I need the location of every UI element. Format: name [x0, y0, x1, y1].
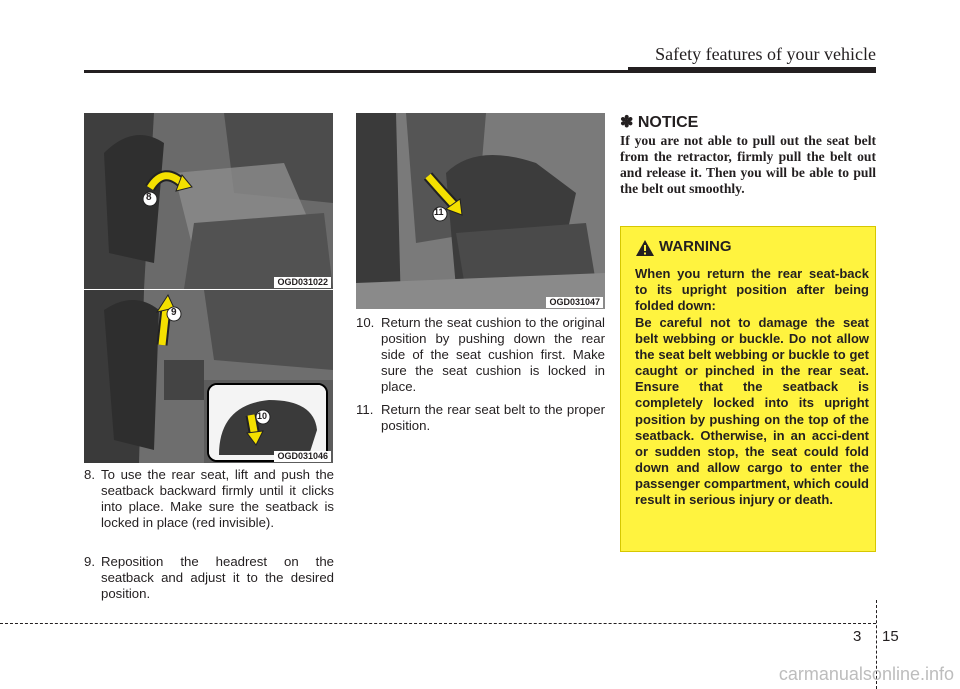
- step-text: Reposition the headrest on the seatback and adjust it to the desired position.: [101, 554, 334, 601]
- warning-intro: When you return the rear seat-back to its upright position after being folded down:: [635, 266, 869, 314]
- notice-body: If you are not able to pull out the seat belt from the retractor, firmly pull the belt out and release it. Then you will be able to pull the belt out smoothly.: [620, 133, 876, 196]
- callout-10: 10: [257, 411, 268, 421]
- photo-code-label: OGD031047: [546, 297, 603, 308]
- photo-fold-seatback: [84, 113, 333, 289]
- warning-triangle-icon: [635, 239, 655, 257]
- step-10: [356, 315, 605, 395]
- page-number: 15: [882, 628, 899, 645]
- step-9: [84, 554, 334, 602]
- warning-body: Be careful not to damage the seat belt webbing or buckle. Do not allow the seat belt webbing or buckle to get caught or pinched in the rear seat. Ensure that the seatback is completely locked into its upright position by pushing on the top of the seatback. Otherwise, in an acci-dent or sudden stop, the seat could fold down and allow cargo to enter the passenger compartment, which could result in serious injury or death.: [635, 315, 869, 508]
- step-11: [356, 402, 605, 434]
- step-text: Return the rear seat belt to the proper position.: [381, 402, 605, 433]
- callout-8: 8: [146, 192, 152, 203]
- chapter-number: 3: [853, 628, 862, 645]
- footer-rule: [0, 623, 876, 624]
- header-title: Safety features of your vehicle: [655, 44, 876, 64]
- step-text: To use the rear seat, lift and push the seatback backward firmly until it clicks into place. Make sure the seatback is locked in place (red invisible).: [101, 467, 334, 530]
- notice-title: ✽ NOTICE: [620, 114, 699, 131]
- step-number: 10.: [356, 315, 375, 330]
- photo-seat-cushion: [356, 113, 605, 309]
- step-number: 11.: [356, 402, 374, 417]
- warning-box: [620, 226, 876, 552]
- step-number: 9.: [84, 554, 95, 569]
- photo-code-label: OGD031046: [274, 451, 331, 462]
- photo-code-label: OGD031022: [274, 277, 331, 288]
- callout-9: 9: [171, 307, 177, 318]
- photo-headrest: [84, 290, 333, 463]
- step-8: [84, 467, 334, 531]
- step-number: 8.: [84, 467, 95, 482]
- watermark: carmanualsonline.info: [778, 664, 954, 684]
- header-rule-accent: [628, 67, 876, 73]
- callout-11: 11: [434, 207, 444, 217]
- step-text: Return the seat cushion to the original position by pushing down the rear side of the seat cushion first. Make sure the seat cushion is locked in place.: [381, 315, 605, 394]
- warning-title: WARNING: [659, 238, 732, 255]
